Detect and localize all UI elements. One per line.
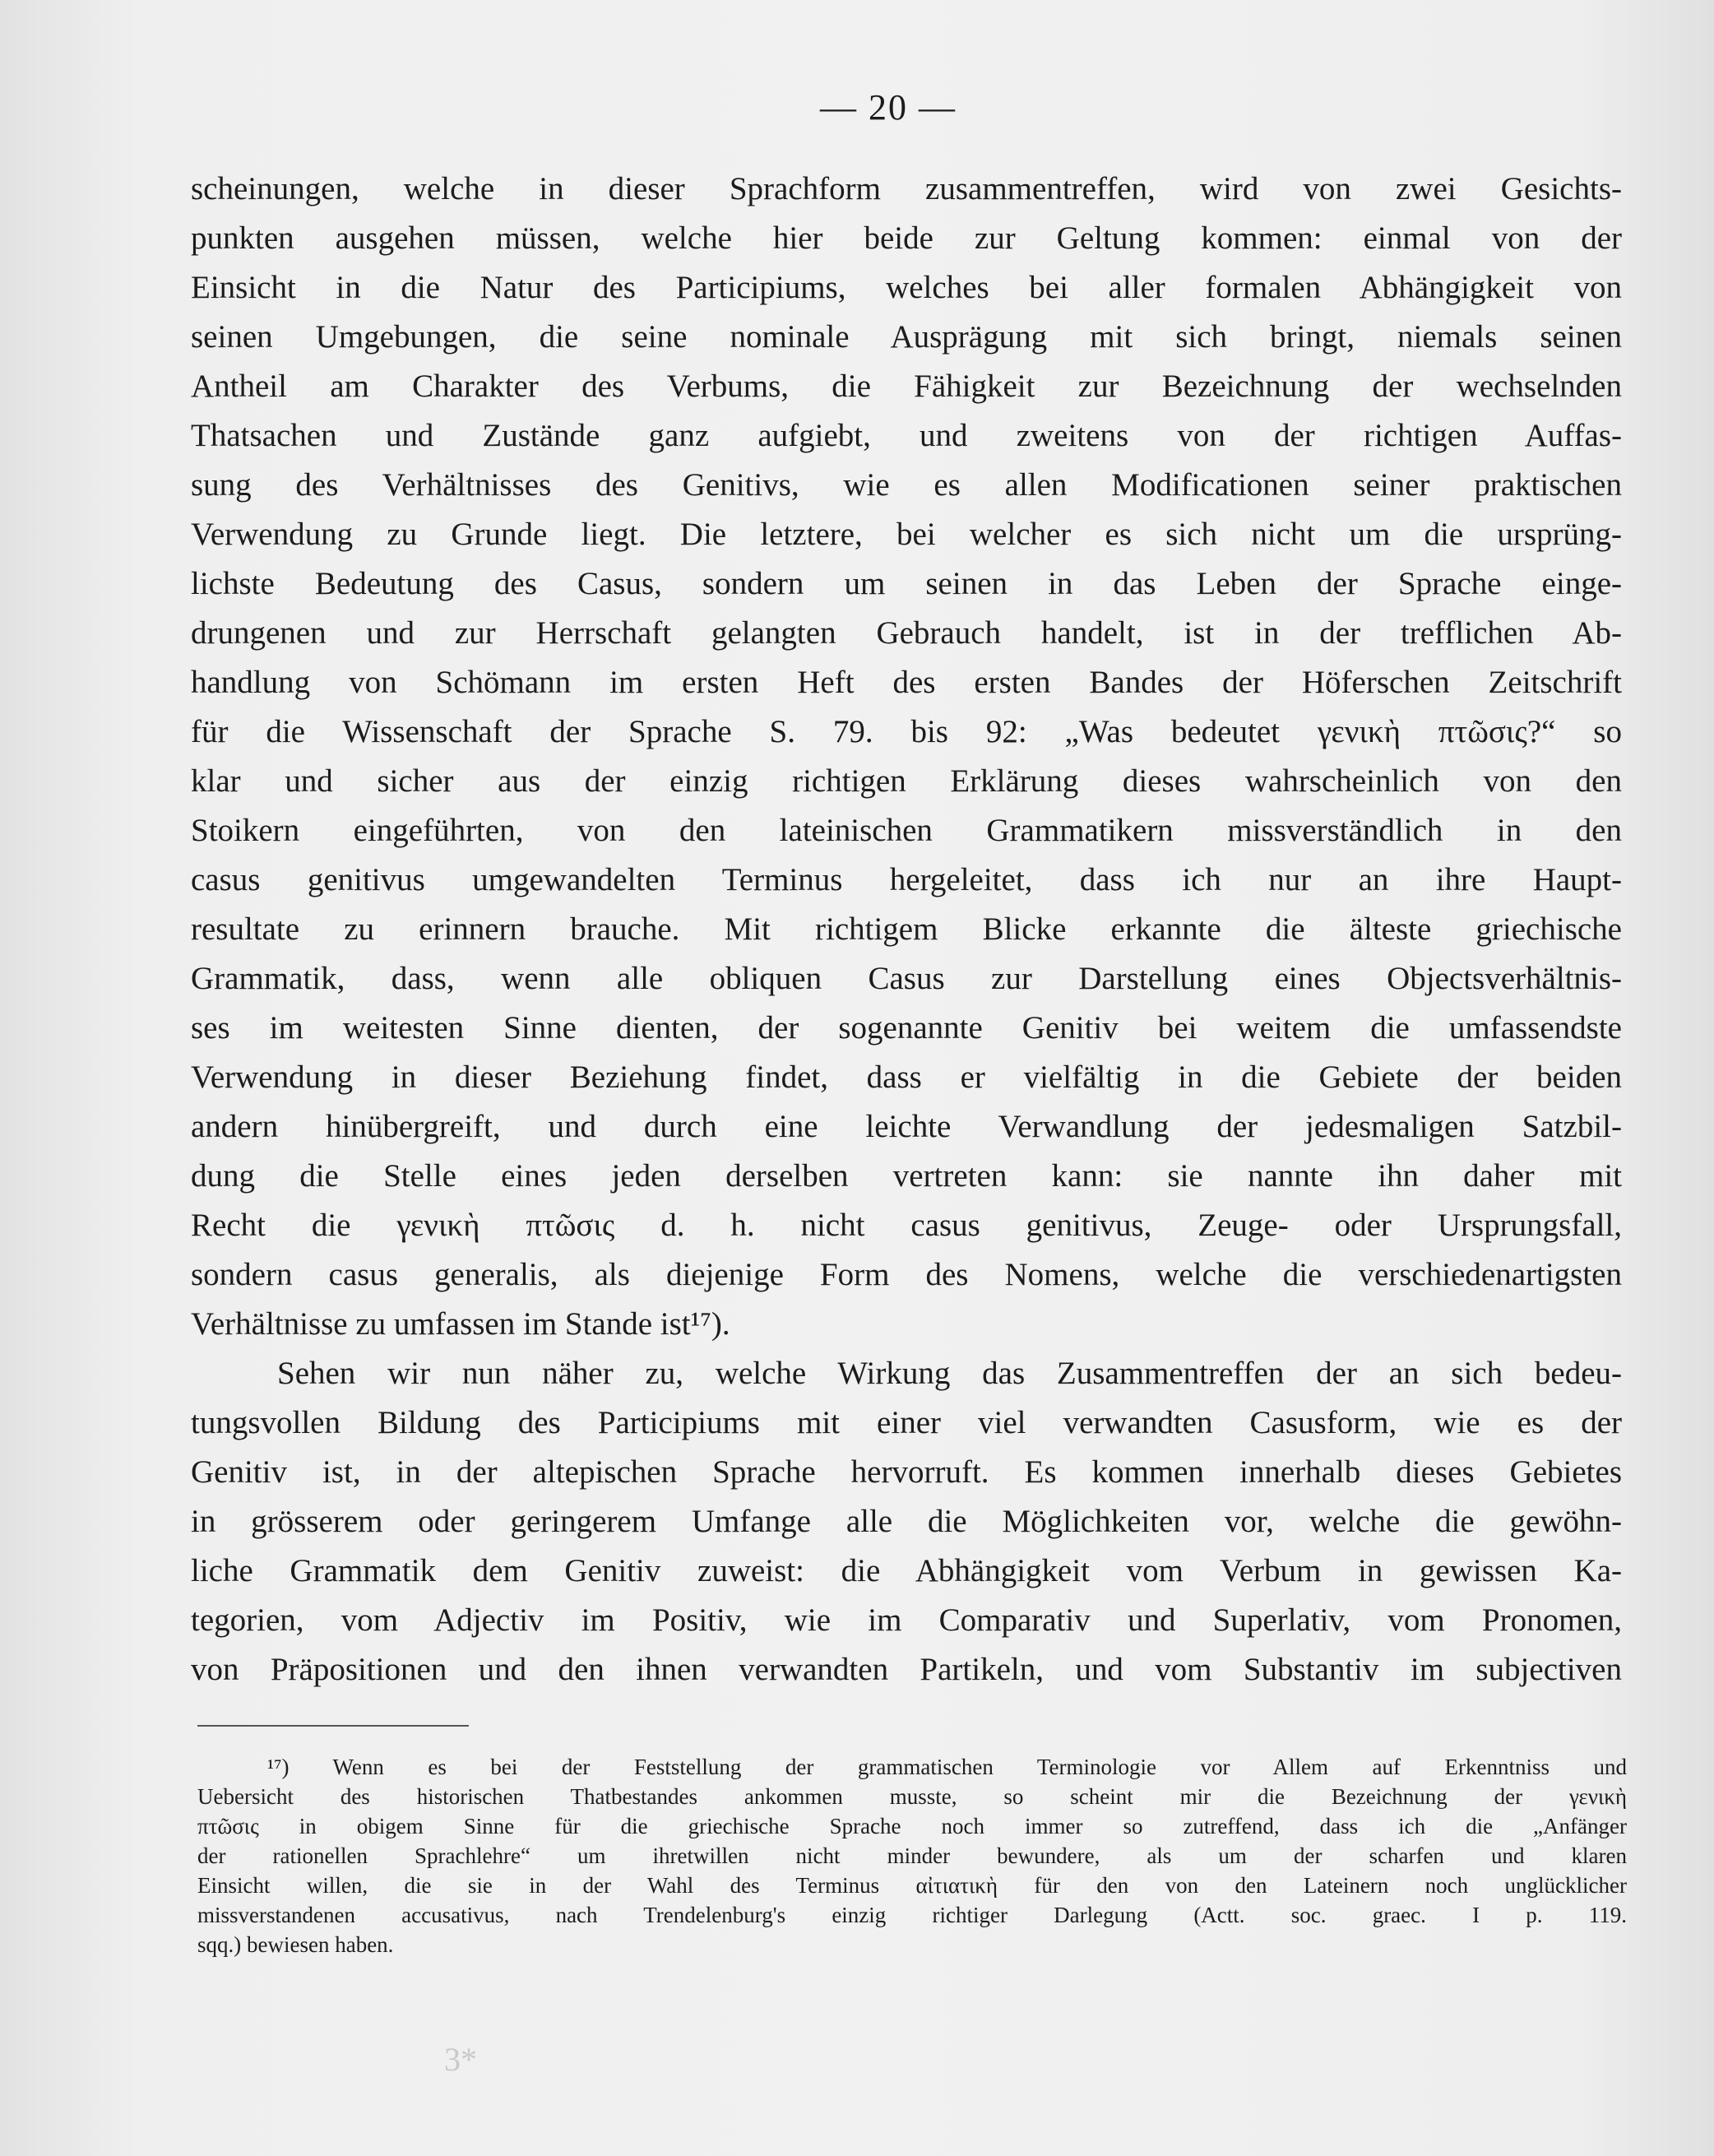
text-line: Genitiv ist, in der altepischen Sprache hervorruft. Es kommen innerhalb dieses Gebietes <box>191 1454 1622 1490</box>
footnote-line: sqq.) bewiesen haben. <box>197 1932 394 1957</box>
text-line: Recht die γενικὴ πτῶσις d. h. nicht casus genitivus, Zeuge- oder Ursprungsfall, <box>191 1208 1622 1243</box>
page-number: — 20 — <box>820 87 957 128</box>
printer-signature-mark: 3* <box>444 2041 477 2078</box>
text-line: Verwendung in dieser Beziehung findet, dass er vielfältig in die Gebiete der beiden <box>191 1059 1622 1095</box>
text-line: scheinungen, welche in dieser Sprachform zusammentreffen, wird von zwei Gesichts- <box>191 171 1622 206</box>
footnote-line: Uebersicht des historischen Thatbestandes ankommen musste, so scheint mir die Bezeichnung der γενικὴ <box>197 1784 1627 1809</box>
text-line: liche Grammatik dem Genitiv zuweist: die Abhängigkeit vom Verbum in gewissen Ka- <box>191 1553 1622 1588</box>
text-line: Sehen wir nun näher zu, welche Wirkung das Zusammentreffen der an sich bedeu- <box>277 1356 1622 1391</box>
text-line: Grammatik, dass, wenn alle obliquen Casus zur Darstellung eines Objectsverhältnis- <box>191 961 1622 996</box>
footnotes <box>197 1752 1627 1959</box>
text-line: drungenen und zur Herrschaft gelangten Gebrauch handelt, ist in der trefflichen Ab- <box>191 615 1622 651</box>
text-line: punkten ausgehen müssen, welche hier beide zur Geltung kommen: einmal von der <box>191 220 1622 256</box>
text-line: klar und sicher aus der einzig richtigen Erklärung dieses wahrscheinlich von den <box>191 763 1622 799</box>
text-line: Antheil am Charakter des Verbums, die Fähigkeit zur Bezeichnung der wechselnden <box>191 369 1622 404</box>
text-line: Einsicht in die Natur des Participiums, welches bei aller formalen Abhängigkeit von <box>191 270 1622 305</box>
text-line: handlung von Schömann im ersten Heft des ersten Bandes der Höferschen Zeitschrift <box>191 665 1622 700</box>
text-line: dung die Stelle eines jeden derselben vertreten kann: sie nannte ihn daher mit <box>191 1158 1622 1194</box>
text-line: für die Wissenschaft der Sprache S. 79. bis 92: „Was bedeutet γενικὴ πτῶσις?“ so <box>191 714 1622 749</box>
text-line: casus genitivus umgewandelten Terminus hergeleitet, dass ich nur an ihre Haupt- <box>191 862 1622 897</box>
text-line: sondern casus generalis, als diejenige Form des Nomens, welche die verschiedenartigsten <box>191 1257 1622 1292</box>
text-line: von Präpositionen und den ihnen verwandten Partikeln, und vom Substantiv im subjectiven <box>191 1652 1622 1687</box>
footnote-line: ¹⁷) Wenn es bei der Feststellung der grammatischen Terminologie vor Allem auf Erkenntniss und <box>267 1755 1627 1779</box>
footnote-line: πτῶσις in obigem Sinne für die griechische Sprache noch immer so zutreffend, dass ich die „Anfänger <box>197 1814 1627 1838</box>
footnote-line: missverstandenen accusativus, nach Trendelenburg's einzig richtiger Darlegung (Actt. soc. graec. I p. 119. <box>197 1903 1627 1927</box>
text-line: seinen Umgebungen, die seine nominale Ausprägung mit sich bringt, niemals seinen <box>191 319 1622 355</box>
text-line: in grösserem oder geringerem Umfange alle die Möglichkeiten vor, welche die gewöhn- <box>191 1504 1622 1539</box>
text-line: tungsvollen Bildung des Participiums mit einer viel verwandten Casusform, wie es der <box>191 1405 1622 1440</box>
text-line: tegorien, vom Adjectiv im Positiv, wie im Comparativ und Superlativ, vom Pronomen, <box>191 1602 1622 1638</box>
text-line: Verwendung zu Grunde liegt. Die letztere, bei welcher es sich nicht um die ursprüng- <box>191 517 1622 552</box>
text-line: andern hinübergreift, und durch eine leichte Verwandlung der jedesmaligen Satzbil- <box>191 1109 1622 1144</box>
text-line: resultate zu erinnern brauche. Mit richtigem Blicke erkannte die älteste griechische <box>191 911 1622 947</box>
text-line: Verhältnisse zu umfassen im Stande ist¹⁷). <box>191 1306 730 1342</box>
text-line: Thatsachen und Zustände ganz aufgiebt, und zweitens von der richtigen Auffas- <box>191 418 1622 453</box>
footnote-divider <box>197 1725 469 1727</box>
footnote-line: Einsicht willen, die sie in der Wahl des Terminus αἰτιατικὴ für den von den Lateinern noch unglücklicher <box>197 1873 1627 1898</box>
footnote-line: der rationellen Sprachlehre“ um ihretwillen nicht minder bewundere, als um der scharfen und klaren <box>197 1843 1627 1868</box>
text-line: Stoikern eingeführten, von den lateinischen Grammatikern missverständlich in den <box>191 813 1622 848</box>
text-line: sung des Verhältnisses des Genitivs, wie es allen Modificationen seiner praktischen <box>191 467 1622 503</box>
text-line: ses im weitesten Sinne dienten, der sogenannte Genitiv bei weitem die umfassendste <box>191 1010 1622 1046</box>
text-line: lichste Bedeutung des Casus, sondern um seinen in das Leben der Sprache einge- <box>191 566 1622 601</box>
main-text <box>191 165 1622 1695</box>
